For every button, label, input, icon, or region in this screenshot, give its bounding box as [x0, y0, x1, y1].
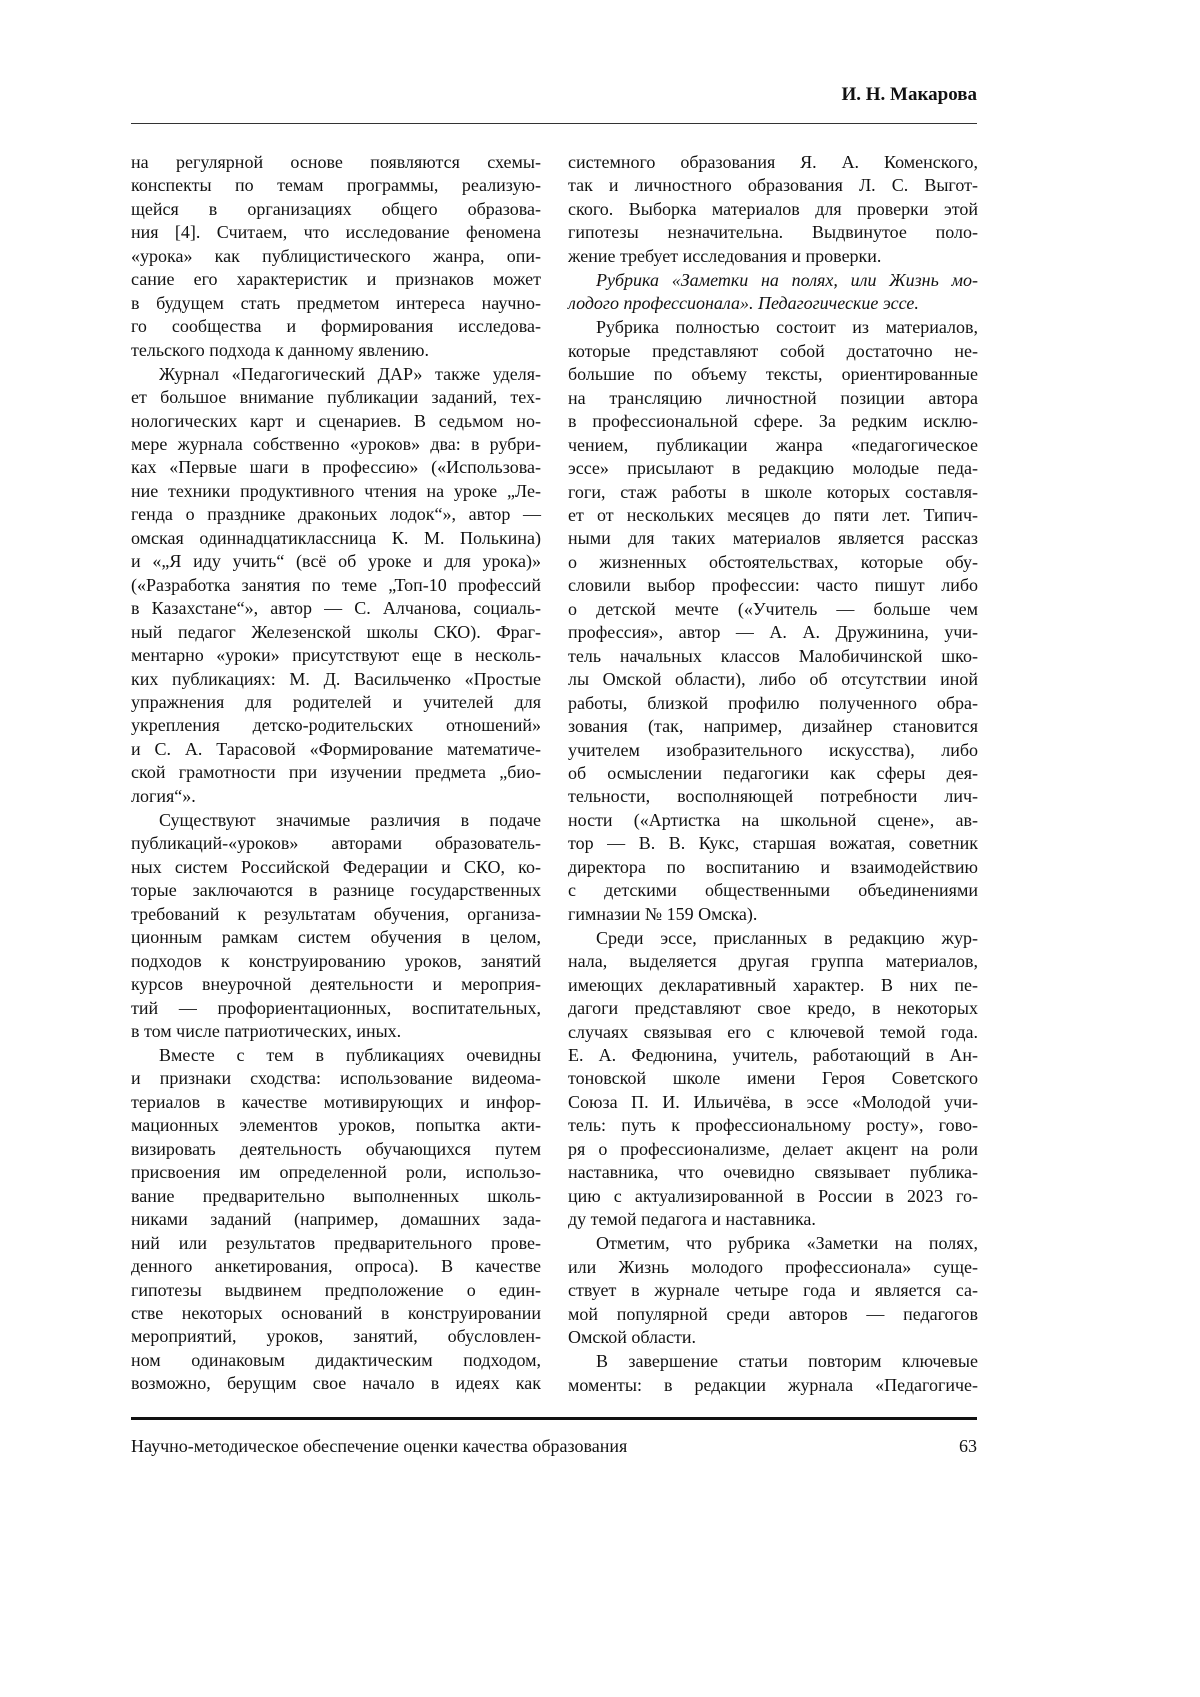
paragraph [131, 363, 541, 809]
footer-rule [131, 1417, 977, 1420]
text-column-right [568, 151, 978, 1397]
text-line: цию с актуализированной в России в 2023 го- [568, 1185, 978, 1208]
header-rule [131, 123, 977, 124]
text-line: большие по объему тексты, ориентированные [568, 363, 978, 386]
paragraph [131, 809, 541, 1044]
text-line: тельского подхода к данному явлению. [131, 339, 541, 362]
running-header-author: И. Н. Макарова [841, 84, 977, 106]
text-line: ном одинаковым дидактическим подходом, [131, 1349, 541, 1372]
text-line: зования (так, например, дизайнер становится [568, 715, 978, 738]
text-line: ния [4]. Считаем, что исследование феномена [131, 221, 541, 244]
text-line: ментарно «уроки» присутствуют еще в несколь- [131, 644, 541, 667]
text-line: мационных элементов уроков, попытка акти- [131, 1114, 541, 1137]
text-line: моменты: в редакции журнала «Педагогиче- [568, 1374, 978, 1397]
text-line: гимназии № 159 Омска). [568, 903, 978, 926]
text-line: Рубрика «Заметки на полях, или Жизнь мо- [568, 269, 978, 292]
text-line: «урока» как публицистического жанра, опи- [131, 245, 541, 268]
text-line: ный педагог Железенской школы СКО). Фраг- [131, 621, 541, 644]
text-line: в будущем стать предметом интереса научно- [131, 292, 541, 315]
text-line: логия“». [131, 785, 541, 808]
text-line: («Разработка занятия по теме „Топ-10 профессий [131, 574, 541, 597]
text-line: тельности, восполняющей потребности лич- [568, 785, 978, 808]
text-line: конспекты по темам программы, реализую- [131, 174, 541, 197]
text-line: словили выбор профессии: часто пишут либо [568, 574, 978, 597]
text-line: териалов в качестве мотивирующих и инфор- [131, 1091, 541, 1114]
paragraph [568, 151, 978, 268]
footer-journal-title: Научно-методическое обеспечение оценки качества образования [131, 1436, 627, 1457]
page-number: 63 [959, 1436, 977, 1457]
text-line: о жизненных обстоятельствах, которые обу- [568, 551, 978, 574]
text-line: ких публикациях: М. Д. Васильченко «Простые [131, 668, 541, 691]
text-line: мере журнала собственно «уроков» два: в рубри- [131, 433, 541, 456]
text-line: о детской мечте («Учитель — больше чем [568, 598, 978, 621]
text-line: го сообщества и формирования исследова- [131, 315, 541, 338]
text-line: на регулярной основе появляются схемы- [131, 151, 541, 174]
text-line: так и личностного образования Л. С. Выгот- [568, 174, 978, 197]
text-line: чением, публикации жанра «педагогическое [568, 434, 978, 457]
text-line: Рубрика полностью состоит из материалов, [568, 316, 978, 339]
text-line: Существуют значимые различия в подаче [131, 809, 541, 832]
text-line: и «„Я иду учить“ (всё об уроке и для урока)» [131, 550, 541, 573]
text-line: гоги, стаж работы в школе которых составля- [568, 481, 978, 504]
text-line: нала, выделяется другая группа материалов, [568, 950, 978, 973]
text-line: которые представляют собой достаточно не- [568, 340, 978, 363]
text-line: профессия», автор — А. А. Дружинина, учи- [568, 621, 978, 644]
text-line: требований к результатам обучения, организа- [131, 903, 541, 926]
text-line: визировать деятельность обучающихся путем [131, 1138, 541, 1161]
text-line: Е. А. Федюнина, учитель, работающий в Ан- [568, 1044, 978, 1067]
text-line: на трансляцию личностной позиции автора [568, 387, 978, 410]
text-line: дагоги представляют свое кредо, в некоторых [568, 997, 978, 1020]
text-line: гипотезы выдвинем предположение о един- [131, 1279, 541, 1302]
text-line: Союза П. И. Ильичёва, в эссе «Молодой учи- [568, 1091, 978, 1114]
text-line: директора по воспитанию и взаимодействию [568, 856, 978, 879]
text-line: тоновской школе имени Героя Советского [568, 1067, 978, 1090]
text-line: учителем изобразительного искусства), либо [568, 739, 978, 762]
text-line: эссе» присылают в редакцию молодые педа- [568, 457, 978, 480]
text-line: мой популярной среди авторов — педагогов [568, 1303, 978, 1326]
text-line: ского. Выборка материалов для проверки этой [568, 198, 978, 221]
text-line: работы, близкой профилю полученного обра- [568, 692, 978, 715]
paragraph [131, 151, 541, 362]
text-line: с детскими общественными объединениями [568, 879, 978, 902]
text-line: ет от нескольких месяцев до пяти лет. Типич- [568, 504, 978, 527]
text-line: ду темой педагога и наставника. [568, 1208, 978, 1231]
text-line: ний или результатов предварительного прове- [131, 1232, 541, 1255]
section-heading [568, 269, 978, 316]
text-line: ности («Артистка на школьной сцене», ав- [568, 809, 978, 832]
text-line: Отметим, что рубрика «Заметки на полях, [568, 1232, 978, 1255]
text-line: омская одиннадцатиклассница К. М. Полькина) [131, 527, 541, 550]
text-line: жение требует исследования и проверки. [568, 245, 978, 268]
text-line: В завершение статьи повторим ключевые [568, 1350, 978, 1373]
text-line: подходов к конструированию уроков, занятий [131, 950, 541, 973]
text-line: об осмыслении педагогики как сферы дея- [568, 762, 978, 785]
paragraph [568, 1350, 978, 1397]
text-line: ках «Первые шаги в профессию» («Использова- [131, 456, 541, 479]
text-line: ными для таких материалов является рассказ [568, 527, 978, 550]
text-line: ской грамотности при изучении предмета „био- [131, 761, 541, 784]
text-line: денного анкетирования, опроса). В качестве [131, 1255, 541, 1278]
text-line: лы Омской области), либо об отсутствии иной [568, 668, 978, 691]
text-line: ние техники продуктивного чтения на уроке „Ле- [131, 480, 541, 503]
text-line: тор — В. В. Кукс, старшая вожатая, советник [568, 832, 978, 855]
text-line: укрепления детско-родительских отношений» [131, 714, 541, 737]
text-line: тий — профориентационных, воспитательных, [131, 997, 541, 1020]
text-line: Среди эссе, присланных в редакцию жур- [568, 927, 978, 950]
paragraph [568, 316, 978, 926]
paragraph [568, 927, 978, 1232]
text-line: упражнения для родителей и учителей для [131, 691, 541, 714]
text-line: или Жизнь молодого профессионала» суще- [568, 1256, 978, 1279]
text-line: ствует в журнале четыре года и является са- [568, 1279, 978, 1302]
text-line: тель начальных классов Малобичинской шко- [568, 645, 978, 668]
text-line: в Казахстане“», автор — С. Алчанова, социаль- [131, 597, 541, 620]
text-line: Вместе с тем в публикациях очевидны [131, 1044, 541, 1067]
text-line: ционным рамкам систем обучения в целом, [131, 926, 541, 949]
text-line: ря о профессионализме, делает акцент на роли [568, 1138, 978, 1161]
text-line: щейся в организациях общего образова- [131, 198, 541, 221]
paragraph [131, 1044, 541, 1396]
text-line: в профессиональной сфере. За редким исклю- [568, 410, 978, 433]
text-line: возможно, берущим свое начало в идеях как [131, 1372, 541, 1395]
text-line: мероприятий, уроков, занятий, обусловлен- [131, 1325, 541, 1348]
paragraph [568, 1232, 978, 1349]
text-line: имеющих декларативный характер. В них пе- [568, 974, 978, 997]
text-line: лодого профессионала». Педагогические эссе. [568, 292, 978, 315]
text-line: присвоения им определенной роли, использо- [131, 1161, 541, 1184]
text-line: Омской области. [568, 1326, 978, 1349]
text-line: системного образования Я. А. Коменского, [568, 151, 978, 174]
text-line: гипотезы незначительна. Выдвинутое поло- [568, 221, 978, 244]
text-line: курсов внеурочной деятельности и мероприя- [131, 973, 541, 996]
text-line: вание предварительно выполненных школь- [131, 1185, 541, 1208]
text-line: сание его характеристик и признаков может [131, 268, 541, 291]
text-line: и С. А. Тарасовой «Формирование математиче- [131, 738, 541, 761]
text-line: торые заключаются в разнице государственных [131, 879, 541, 902]
text-line: генда о празднике драконьих лодок“», автор — [131, 503, 541, 526]
text-line: в том числе патриотических, иных. [131, 1020, 541, 1043]
text-line: стве некоторых оснований в конструировании [131, 1302, 541, 1325]
text-line: публикаций-«уроков» авторами образователь- [131, 832, 541, 855]
text-line: случаях связывая его с ключевой темой года. [568, 1021, 978, 1044]
text-line: и признаки сходства: использование видеома- [131, 1067, 541, 1090]
text-line: ных систем Российской Федерации и СКО, ко- [131, 856, 541, 879]
text-line: Журнал «Педагогический ДАР» также уделя- [131, 363, 541, 386]
text-line: тель: путь к профессиональному росту», гово- [568, 1114, 978, 1137]
text-line: наставника, что очевидно связывает публика- [568, 1161, 978, 1184]
text-column-left [131, 151, 541, 1396]
text-line: ет большое внимание публикации заданий, тех- [131, 386, 541, 409]
text-line: никами заданий (например, домашних зада- [131, 1208, 541, 1231]
text-line: нологических карт и сценариев. В седьмом но- [131, 410, 541, 433]
